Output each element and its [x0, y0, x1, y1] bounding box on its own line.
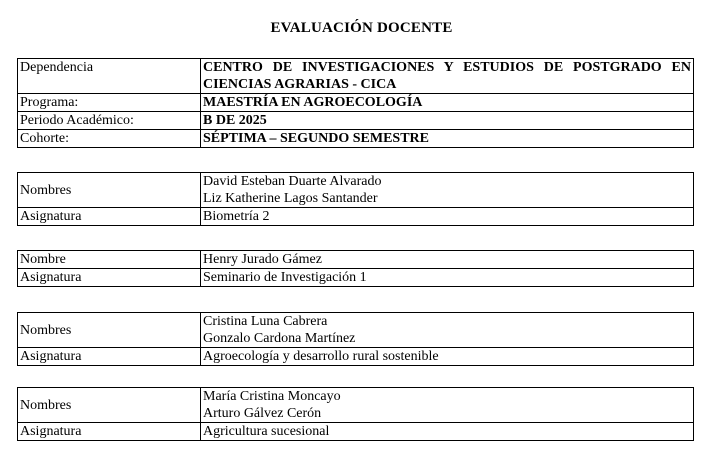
names-label: Nombres [18, 173, 201, 208]
programa-value: MAESTRÍA EN AGROECOLOGÍA [201, 94, 694, 112]
course-table-2 [17, 250, 694, 287]
subject-value: Seminario de Investigación 1 [201, 269, 694, 287]
subject-label: Asignatura [18, 348, 201, 366]
table-row [18, 59, 694, 94]
table-row [18, 94, 694, 112]
teacher-name: Gonzalo Cardona Martínez [203, 331, 356, 346]
teacher-name: Henry Jurado Gámez [201, 251, 694, 269]
cohorte-value: SÉPTIMA – SEGUNDO SEMESTRE [201, 130, 694, 148]
table-row [18, 388, 694, 423]
table-row [18, 112, 694, 130]
names-value [201, 313, 694, 348]
teacher-name: María Cristina Moncayo [203, 389, 341, 404]
course-table-4 [17, 387, 694, 441]
subject-value: Agroecología y desarrollo rural sostenible [201, 348, 694, 366]
teacher-name: Cristina Luna Cabrera [203, 314, 328, 329]
subject-value: Biometría 2 [201, 208, 694, 226]
subject-value: Agricultura sucesional [201, 423, 694, 441]
course-table-3 [17, 312, 694, 366]
table-row [18, 423, 694, 441]
names-value [201, 173, 694, 208]
names-label: Nombre [18, 251, 201, 269]
table-row [18, 313, 694, 348]
table-row [18, 251, 694, 269]
table-row [18, 348, 694, 366]
cohorte-label: Cohorte: [18, 130, 201, 148]
dependencia-label: Dependencia [18, 59, 201, 94]
teacher-name: Arturo Gálvez Cerón [203, 406, 322, 421]
programa-label: Programa: [18, 94, 201, 112]
table-row [18, 173, 694, 208]
names-label: Nombres [18, 388, 201, 423]
teacher-name: David Esteban Duarte Alvarado [203, 174, 382, 189]
names-value [201, 388, 694, 423]
table-row [18, 208, 694, 226]
dependencia-value: CENTRO DE INVESTIGACIONES Y ESTUDIOS DE POSTGRADO EN CIENCIAS AGRARIAS - CICA [201, 59, 694, 94]
document-title: EVALUACIÓN DOCENTE [270, 20, 453, 36]
program-info-table [17, 58, 694, 148]
periodo-label: Periodo Académico: [18, 112, 201, 130]
periodo-value: B DE 2025 [201, 112, 694, 130]
subject-label: Asignatura [18, 423, 201, 441]
teacher-name: Liz Katherine Lagos Santander [203, 191, 378, 206]
subject-label: Asignatura [18, 269, 201, 287]
course-table-1 [17, 172, 694, 226]
names-label: Nombres [18, 313, 201, 348]
subject-label: Asignatura [18, 208, 201, 226]
table-row [18, 130, 694, 148]
table-row [18, 269, 694, 287]
